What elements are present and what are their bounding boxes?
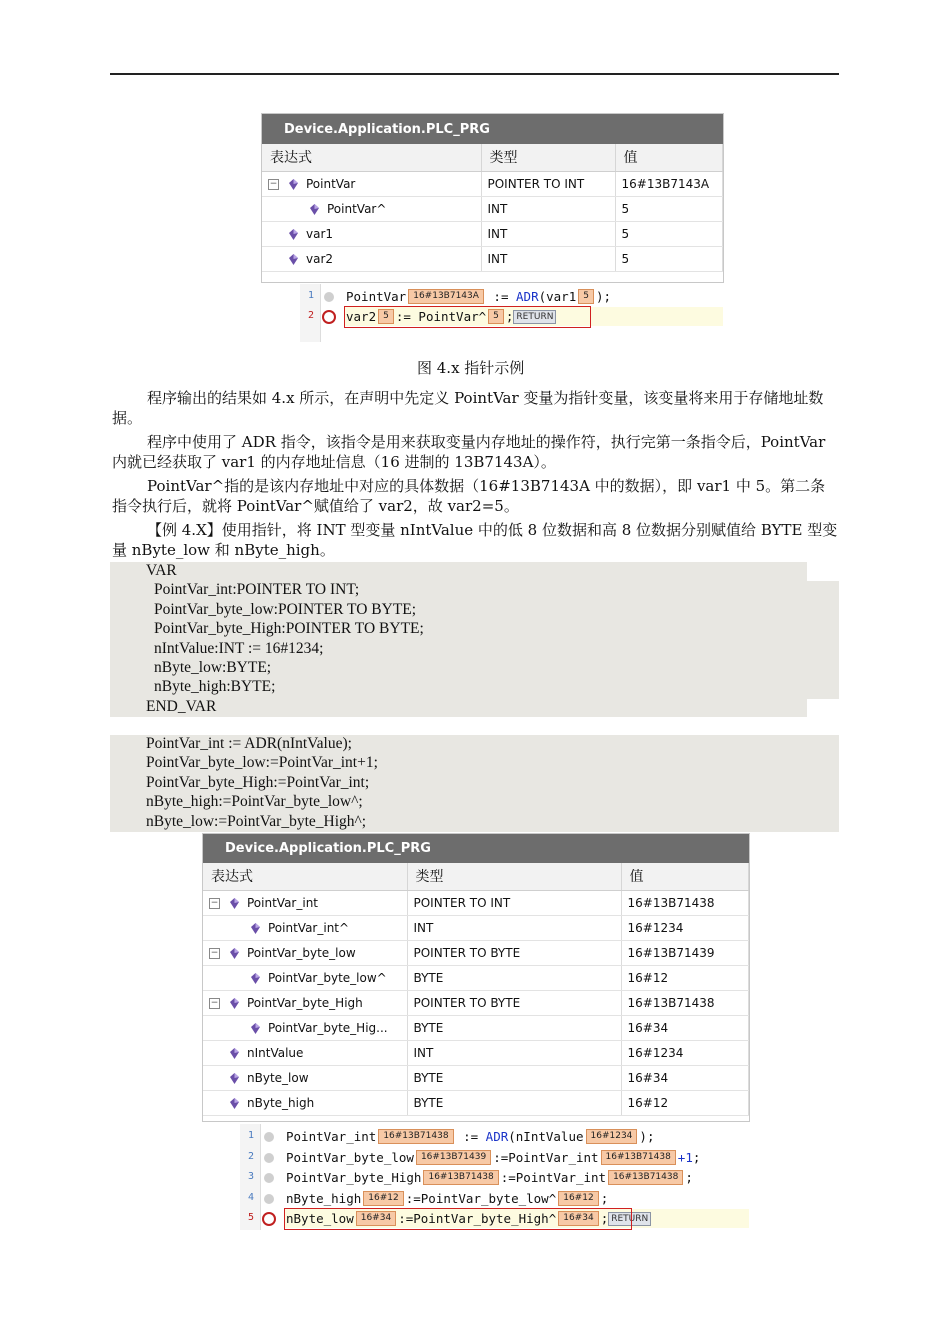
code-text: PointVar bbox=[346, 289, 407, 304]
code-block-line: PointVar_byte_low:POINTER TO BYTE; bbox=[154, 600, 417, 618]
value-cell: 16#13B71439 bbox=[621, 940, 749, 965]
paragraph: PointVar^指的是该内存地址中对应的具体数据（16#13B7143A 中的数据），即 var1 中 5。第二条指令执行后，就将 PointVar^赋值给了 var2，故 var2=5。 bbox=[112, 477, 826, 515]
watch-row[interactable] bbox=[203, 1065, 749, 1090]
code-block-line: PointVar_int:POINTER TO INT; bbox=[154, 581, 360, 599]
code-block-line: nIntValue:INT := 16#1234; bbox=[154, 639, 324, 657]
variable-icon bbox=[310, 204, 319, 215]
code-text: := bbox=[485, 289, 517, 304]
code-text: PointVar_int bbox=[286, 1129, 377, 1144]
code-block-line: nByte_low:BYTE; bbox=[154, 659, 272, 676]
code-text: ); bbox=[639, 1129, 655, 1144]
code-block-line: nByte_high:=PointVar_byte_low^; bbox=[146, 793, 363, 811]
figure-caption: 图 4.x 指针示例 bbox=[417, 359, 525, 377]
variable-icon bbox=[230, 948, 239, 959]
expression-text: nIntValue bbox=[247, 1045, 304, 1060]
expression-cell bbox=[203, 890, 407, 915]
watch-title: Device.Application.PLC_PRG bbox=[203, 834, 749, 863]
type-cell: POINTER TO BYTE bbox=[407, 940, 621, 965]
value-cell: 16#34 bbox=[621, 1065, 749, 1090]
watch-row[interactable] bbox=[203, 1090, 749, 1115]
code-block-line: nByte_low:=PointVar_byte_High^; bbox=[146, 812, 367, 830]
type-cell: INT bbox=[481, 196, 615, 221]
watch-row[interactable] bbox=[262, 171, 723, 196]
code-text: var2 bbox=[346, 309, 377, 324]
expression-cell bbox=[262, 246, 481, 271]
paragraph: 程序中使用了 ADR 指令，该指令是用来获取变量内存地址的操作符，执行完第一条指令后，PointVar 内就已经获取了 var1 的内存地址信息（16 进制的 13B7143A）。 bbox=[112, 433, 826, 471]
value-cell: 16#34 bbox=[621, 1015, 749, 1040]
code-text: ; bbox=[692, 1149, 701, 1165]
code-keyword: +1 bbox=[677, 1149, 693, 1165]
expression-cell bbox=[203, 940, 407, 965]
breakpoint-slot-icon[interactable] bbox=[264, 1132, 274, 1142]
code-text: :=PointVar_byte_low^ bbox=[405, 1190, 557, 1206]
code-block-line: PointVar_byte_High:=PointVar_int; bbox=[146, 773, 370, 791]
value-cell: 16#1234 bbox=[621, 915, 749, 940]
expression-text: var1 bbox=[306, 226, 334, 241]
online-value[interactable]: 16#12 bbox=[558, 1191, 598, 1206]
collapse-toggle-icon[interactable]: − bbox=[210, 997, 219, 1008]
watch-row[interactable] bbox=[203, 890, 749, 915]
code-line bbox=[286, 1148, 700, 1167]
paragraph: 程序输出的结果如 4.x 所示，在声明中先定义 PointVar 变量为指针变量，该变量将来用于存储地址数据。 bbox=[112, 389, 824, 427]
value-cell: 16#13B7143A bbox=[615, 171, 723, 196]
watch-row[interactable] bbox=[262, 196, 723, 221]
watch-row[interactable] bbox=[262, 246, 723, 271]
col-header-type: 类型 bbox=[407, 863, 621, 890]
watch-table-2 bbox=[202, 833, 750, 1122]
code-pane-2 bbox=[240, 1124, 749, 1230]
breakpoint-slot-icon[interactable] bbox=[264, 1194, 274, 1204]
value-cell: 5 bbox=[615, 246, 723, 271]
expression-cell bbox=[203, 1015, 407, 1040]
watch-grid bbox=[203, 863, 749, 1116]
watch-title: Device.Application.PLC_PRG bbox=[262, 114, 723, 144]
value-cell: 16#12 bbox=[621, 1090, 749, 1115]
type-cell: POINTER TO INT bbox=[407, 890, 621, 915]
type-cell: INT bbox=[481, 246, 615, 271]
variable-icon bbox=[289, 254, 298, 265]
collapse-toggle-icon[interactable]: − bbox=[210, 897, 219, 908]
variable-icon bbox=[230, 898, 239, 909]
expression-cell bbox=[262, 221, 481, 246]
code-text: :=PointVar_int bbox=[500, 1170, 607, 1185]
type-cell: POINTER TO BYTE bbox=[407, 990, 621, 1015]
col-header-value: 值 bbox=[621, 863, 749, 890]
line-number: 1 bbox=[247, 1130, 254, 1141]
expression-cell bbox=[203, 965, 407, 990]
type-cell: BYTE bbox=[407, 965, 621, 990]
code-text: := PointVar^ bbox=[395, 309, 487, 324]
line-number: 1 bbox=[307, 290, 314, 301]
type-cell: BYTE bbox=[407, 1015, 621, 1040]
code-text: ; bbox=[505, 309, 514, 324]
watch-row[interactable] bbox=[203, 940, 749, 965]
code-block-line: VAR bbox=[146, 562, 177, 579]
expression-cell bbox=[203, 1040, 407, 1065]
watch-row[interactable] bbox=[203, 1015, 749, 1040]
code-block-line: PointVar_byte_High:POINTER TO BYTE; bbox=[154, 620, 424, 638]
expression-text: var2 bbox=[306, 251, 334, 266]
online-value[interactable]: 16#34 bbox=[356, 1211, 396, 1226]
online-value[interactable]: 16#13B71439 bbox=[416, 1150, 491, 1165]
type-cell: INT bbox=[407, 915, 621, 940]
watch-row[interactable] bbox=[203, 915, 749, 940]
value-cell: 16#13B71438 bbox=[621, 890, 749, 915]
line-number: 3 bbox=[247, 1171, 254, 1182]
col-header-expression: 表达式 bbox=[262, 144, 481, 171]
watch-row[interactable] bbox=[262, 221, 723, 246]
watch-row[interactable] bbox=[203, 990, 749, 1015]
code-text: ; bbox=[600, 1211, 609, 1226]
variable-icon bbox=[230, 1098, 239, 1109]
online-value[interactable]: 16#13B71438 bbox=[608, 1170, 683, 1185]
variable-icon bbox=[230, 1048, 239, 1059]
code-block-line: PointVar_int := ADR(nIntValue); bbox=[146, 735, 352, 752]
code-block-line: PointVar_byte_low:=PointVar_int+1; bbox=[146, 754, 378, 772]
code-line bbox=[286, 1168, 693, 1187]
breakpoint-slot-icon[interactable] bbox=[264, 1173, 274, 1183]
type-cell: BYTE bbox=[407, 1065, 621, 1090]
variable-icon bbox=[251, 973, 260, 984]
code-text: ); bbox=[595, 289, 612, 304]
type-cell: POINTER TO INT bbox=[481, 171, 615, 196]
type-cell: INT bbox=[407, 1040, 621, 1065]
online-value[interactable]: 16#34 bbox=[558, 1211, 598, 1226]
expression-text: PointVar_int bbox=[247, 895, 319, 910]
expression-cell bbox=[203, 915, 407, 940]
watch-row[interactable] bbox=[203, 1040, 749, 1065]
code-text: := bbox=[455, 1129, 486, 1144]
code-line bbox=[286, 1189, 608, 1208]
watch-row[interactable] bbox=[203, 965, 749, 990]
variable-icon bbox=[230, 1073, 239, 1084]
code-pane-1 bbox=[300, 284, 723, 342]
collapse-toggle-icon[interactable]: − bbox=[269, 178, 278, 189]
online-value[interactable]: 16#13B71438 bbox=[601, 1150, 676, 1165]
expression-cell bbox=[203, 1065, 407, 1090]
expression-text: nByte_low bbox=[247, 1070, 309, 1085]
current-line-highlight bbox=[344, 306, 591, 328]
code-text: :=PointVar_byte_High^ bbox=[398, 1211, 557, 1226]
value-cell: 16#12 bbox=[621, 965, 749, 990]
code-keyword: ADR bbox=[516, 289, 539, 304]
code-text: (nIntValue bbox=[508, 1129, 584, 1144]
breakpoint-icon[interactable] bbox=[262, 1212, 276, 1226]
col-header-type: 类型 bbox=[481, 144, 615, 171]
expression-cell bbox=[262, 171, 481, 196]
col-header-expression: 表达式 bbox=[203, 863, 407, 890]
watch-table-1 bbox=[261, 113, 724, 283]
line-number: 5 bbox=[247, 1212, 254, 1223]
online-value[interactable]: 16#13B71438 bbox=[423, 1170, 498, 1185]
code-line bbox=[286, 1127, 654, 1146]
online-value[interactable]: 5 bbox=[488, 309, 504, 324]
expression-text: PointVar_byte_High bbox=[247, 995, 363, 1010]
code-text: PointVar_byte_low bbox=[286, 1149, 414, 1165]
breakpoint-icon[interactable] bbox=[322, 310, 336, 324]
online-value[interactable]: 5 bbox=[578, 289, 594, 304]
expression-text: nByte_high bbox=[247, 1095, 315, 1110]
expression-cell bbox=[262, 196, 481, 221]
online-value[interactable]: 16#13B7143A bbox=[408, 289, 484, 304]
code-text: nByte_low bbox=[286, 1211, 354, 1226]
expression-text: PointVar_int^ bbox=[268, 920, 350, 935]
line-number: 2 bbox=[247, 1150, 254, 1162]
code-text: (var1 bbox=[538, 289, 577, 304]
expression-text: PointVar_byte_Hig... bbox=[268, 1020, 388, 1035]
line-number: 2 bbox=[307, 310, 314, 321]
code-keyword: ADR bbox=[485, 1129, 509, 1144]
value-cell: 16#1234 bbox=[621, 1040, 749, 1065]
current-line-highlight bbox=[284, 1208, 632, 1230]
value-cell: 5 bbox=[615, 196, 723, 221]
code-block-line: nByte_high:BYTE; bbox=[154, 678, 276, 696]
code-text: :=PointVar_int bbox=[493, 1149, 599, 1165]
online-value[interactable]: 16#1234 bbox=[586, 1129, 638, 1144]
variable-icon bbox=[251, 1023, 260, 1034]
collapse-toggle-icon[interactable]: − bbox=[210, 947, 219, 958]
code-line bbox=[346, 287, 611, 306]
variable-icon bbox=[289, 229, 298, 240]
expression-text: PointVar bbox=[306, 176, 356, 191]
expression-text: PointVar_byte_low^ bbox=[268, 970, 387, 985]
variable-icon bbox=[289, 179, 298, 190]
code-block-line: END_VAR bbox=[146, 697, 217, 715]
code-text: ; bbox=[685, 1170, 693, 1185]
breakpoint-slot-icon[interactable] bbox=[264, 1153, 274, 1163]
return-marker[interactable]: RETURN bbox=[608, 1212, 651, 1226]
paragraph: 【例 4.X】使用指针，将 INT 型变量 nIntValue 中的低 8 位数据和高 8 位数据分别赋值给 BYTE 型变量 nByte_low 和 nByte_high。 bbox=[112, 521, 838, 559]
code-text: ; bbox=[600, 1190, 609, 1206]
online-value[interactable]: 16#12 bbox=[363, 1191, 403, 1206]
variable-icon bbox=[230, 998, 239, 1009]
expression-cell bbox=[203, 990, 407, 1015]
variable-icon bbox=[251, 923, 260, 934]
expression-text: PointVar^ bbox=[327, 201, 387, 216]
col-header-value: 值 bbox=[615, 144, 723, 171]
expression-text: PointVar_byte_low bbox=[247, 945, 356, 960]
expression-cell bbox=[203, 1090, 407, 1115]
value-cell: 16#13B71438 bbox=[621, 990, 749, 1015]
type-cell: INT bbox=[481, 221, 615, 246]
code-text: nByte_high bbox=[286, 1190, 362, 1206]
online-value[interactable]: 16#13B71438 bbox=[378, 1129, 453, 1144]
type-cell: BYTE bbox=[407, 1090, 621, 1115]
value-cell: 5 bbox=[615, 221, 723, 246]
breakpoint-slot-icon[interactable] bbox=[324, 292, 334, 302]
code-text: PointVar_byte_High bbox=[286, 1170, 422, 1185]
line-number: 4 bbox=[247, 1191, 254, 1203]
return-marker[interactable]: RETURN bbox=[513, 310, 556, 324]
online-value[interactable]: 5 bbox=[378, 309, 394, 324]
header-rule bbox=[110, 73, 839, 75]
watch-grid bbox=[262, 144, 723, 272]
